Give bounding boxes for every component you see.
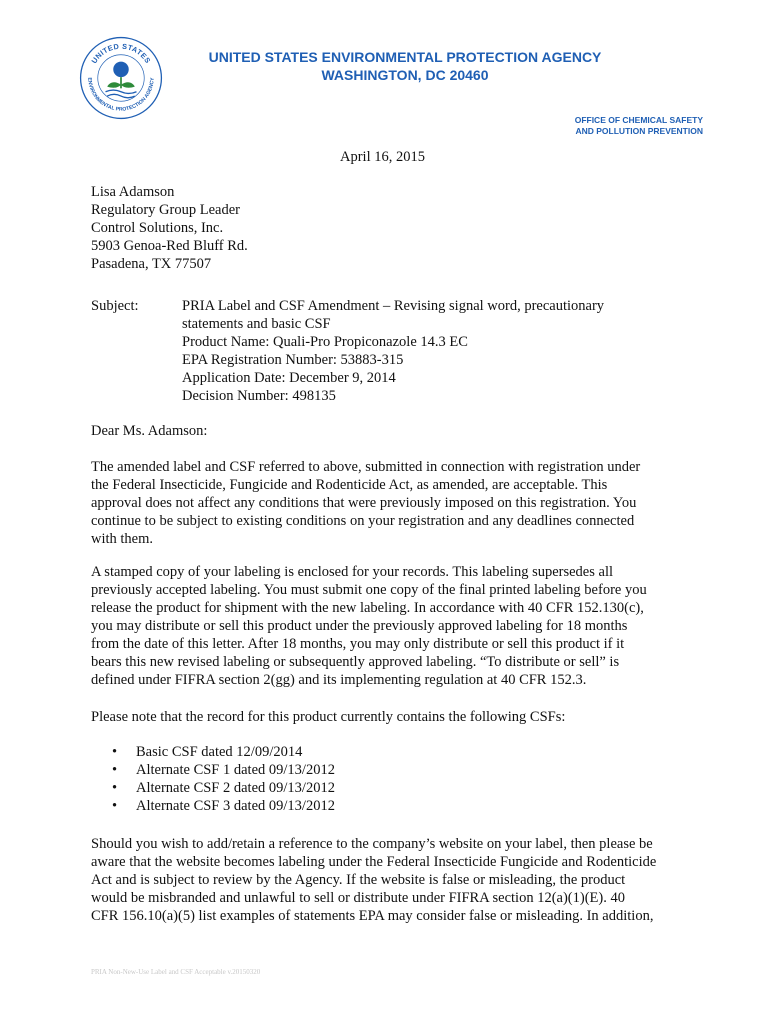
csf-list bbox=[112, 743, 335, 815]
paragraph-line: continue to be subject to existing conditions on your registration and any deadlines connected bbox=[91, 513, 635, 529]
bullet-icon: • bbox=[112, 744, 118, 760]
footer-template-id: PRIA Non-New-Use Label and CSF Acceptable v.20150320 bbox=[91, 968, 261, 976]
recipient-street: 5903 Genoa-Red Bluff Rd. bbox=[91, 238, 248, 254]
paragraph-line: aware that the website becomes labeling under the Federal Insecticide Fungicide and Rodenticide bbox=[91, 854, 657, 870]
bullet-icon: • bbox=[112, 798, 118, 814]
paragraph-line: with them. bbox=[91, 531, 154, 547]
paragraph-line: Act and is subject to review by the Agency. If the website is false or misleading, the product bbox=[91, 872, 626, 888]
paragraph-line: bears this new revised labeling or subsequently approved labeling. “To distribute or sell” is bbox=[91, 654, 620, 670]
paragraph-csf-intro: Please note that the record for this product currently contains the following CSFs: bbox=[91, 709, 566, 725]
bullet-icon: • bbox=[112, 780, 118, 796]
svg-text:ENVIRONMENTAL PROTECTION AGENC: ENVIRONMENTAL PROTECTION AGENCY bbox=[86, 77, 156, 113]
subject-label: Subject: bbox=[91, 298, 139, 314]
subject-product-name: Product Name: Quali-Pro Propiconazole 14.3 EC bbox=[182, 334, 468, 350]
paragraph-line: Should you wish to add/retain a reference to the company’s website on your label, then please be bbox=[91, 836, 653, 852]
office-name-line1: OFFICE OF CHEMICAL SAFETY bbox=[574, 115, 703, 125]
agency-location: WASHINGTON, DC 20460 bbox=[321, 67, 489, 83]
bullet-icon: • bbox=[112, 762, 118, 778]
recipient-company: Control Solutions, Inc. bbox=[91, 220, 224, 236]
paragraph-line: release the product for shipment with the new labeling. In accordance with 40 CFR 152.130(c), bbox=[91, 600, 644, 616]
paragraph-website bbox=[91, 835, 691, 925]
recipient-title: Regulatory Group Leader bbox=[91, 202, 240, 218]
epa-seal-logo bbox=[78, 35, 164, 121]
paragraph-line: CFR 156.10(a)(5) list examples of statements EPA may consider false or misleading. In addition, bbox=[91, 908, 654, 924]
paragraph-line: you may distribute or sell this product under the previously approved labeling for 18 months bbox=[91, 618, 628, 634]
list-item: • Alternate CSF 3 dated 09/13/2012 bbox=[112, 798, 335, 814]
agency-name: UNITED STATES ENVIRONMENTAL PROTECTION AGENCY bbox=[208, 49, 602, 65]
paragraph-line: defined under FIFRA section 2(gg) and its implementing regulation at 40 CFR 152.3. bbox=[91, 672, 587, 688]
paragraph-line: approval does not affect any conditions that were previously imposed on this registration. You bbox=[91, 495, 637, 511]
list-item: • Basic CSF dated 12/09/2014 bbox=[112, 744, 303, 760]
paragraph-line: previously accepted labeling. You must submit one copy of the final printed labeling before you bbox=[91, 582, 647, 598]
paragraph-line: from the date of this letter. After 18 months, you may only distribute or sell this product if it bbox=[91, 636, 625, 652]
office-name-line2: AND POLLUTION PREVENTION bbox=[575, 126, 703, 136]
salutation: Dear Ms. Adamson: bbox=[91, 423, 208, 439]
subject-line: PRIA Label and CSF Amendment – Revising signal word, precautionary bbox=[182, 298, 605, 314]
letter-date: April 16, 2015 bbox=[340, 149, 425, 165]
paragraph-approval bbox=[91, 458, 691, 548]
subject-decision-number: Decision Number: 498135 bbox=[182, 388, 336, 404]
list-item: • Alternate CSF 2 dated 09/13/2012 bbox=[112, 780, 335, 796]
subject-line: statements and basic CSF bbox=[182, 316, 331, 332]
paragraph-labeling bbox=[91, 563, 691, 689]
recipient-address bbox=[91, 183, 248, 273]
subject-application-date: Application Date: December 9, 2014 bbox=[182, 370, 396, 386]
subject-block bbox=[182, 297, 652, 405]
recipient-city: Pasadena, TX 77507 bbox=[91, 256, 212, 272]
paragraph-line: A stamped copy of your labeling is enclosed for your records. This labeling supersedes all bbox=[91, 564, 614, 580]
recipient-name: Lisa Adamson bbox=[91, 184, 175, 200]
svg-text:UNITED STATES: UNITED STATES bbox=[89, 41, 153, 66]
paragraph-line: the Federal Insecticide, Fungicide and Rodenticide Act, as amended, are acceptable. This bbox=[91, 477, 608, 493]
paragraph-line: would be misbranded and unlawful to sell or distribute under FIFRA section 12(a)(1)(E). 40 bbox=[91, 890, 625, 906]
paragraph-line: The amended label and CSF referred to above, submitted in connection with registration under bbox=[91, 459, 641, 475]
list-item: • Alternate CSF 1 dated 09/13/2012 bbox=[112, 762, 335, 778]
subject-registration-number: EPA Registration Number: 53883-315 bbox=[182, 352, 404, 368]
